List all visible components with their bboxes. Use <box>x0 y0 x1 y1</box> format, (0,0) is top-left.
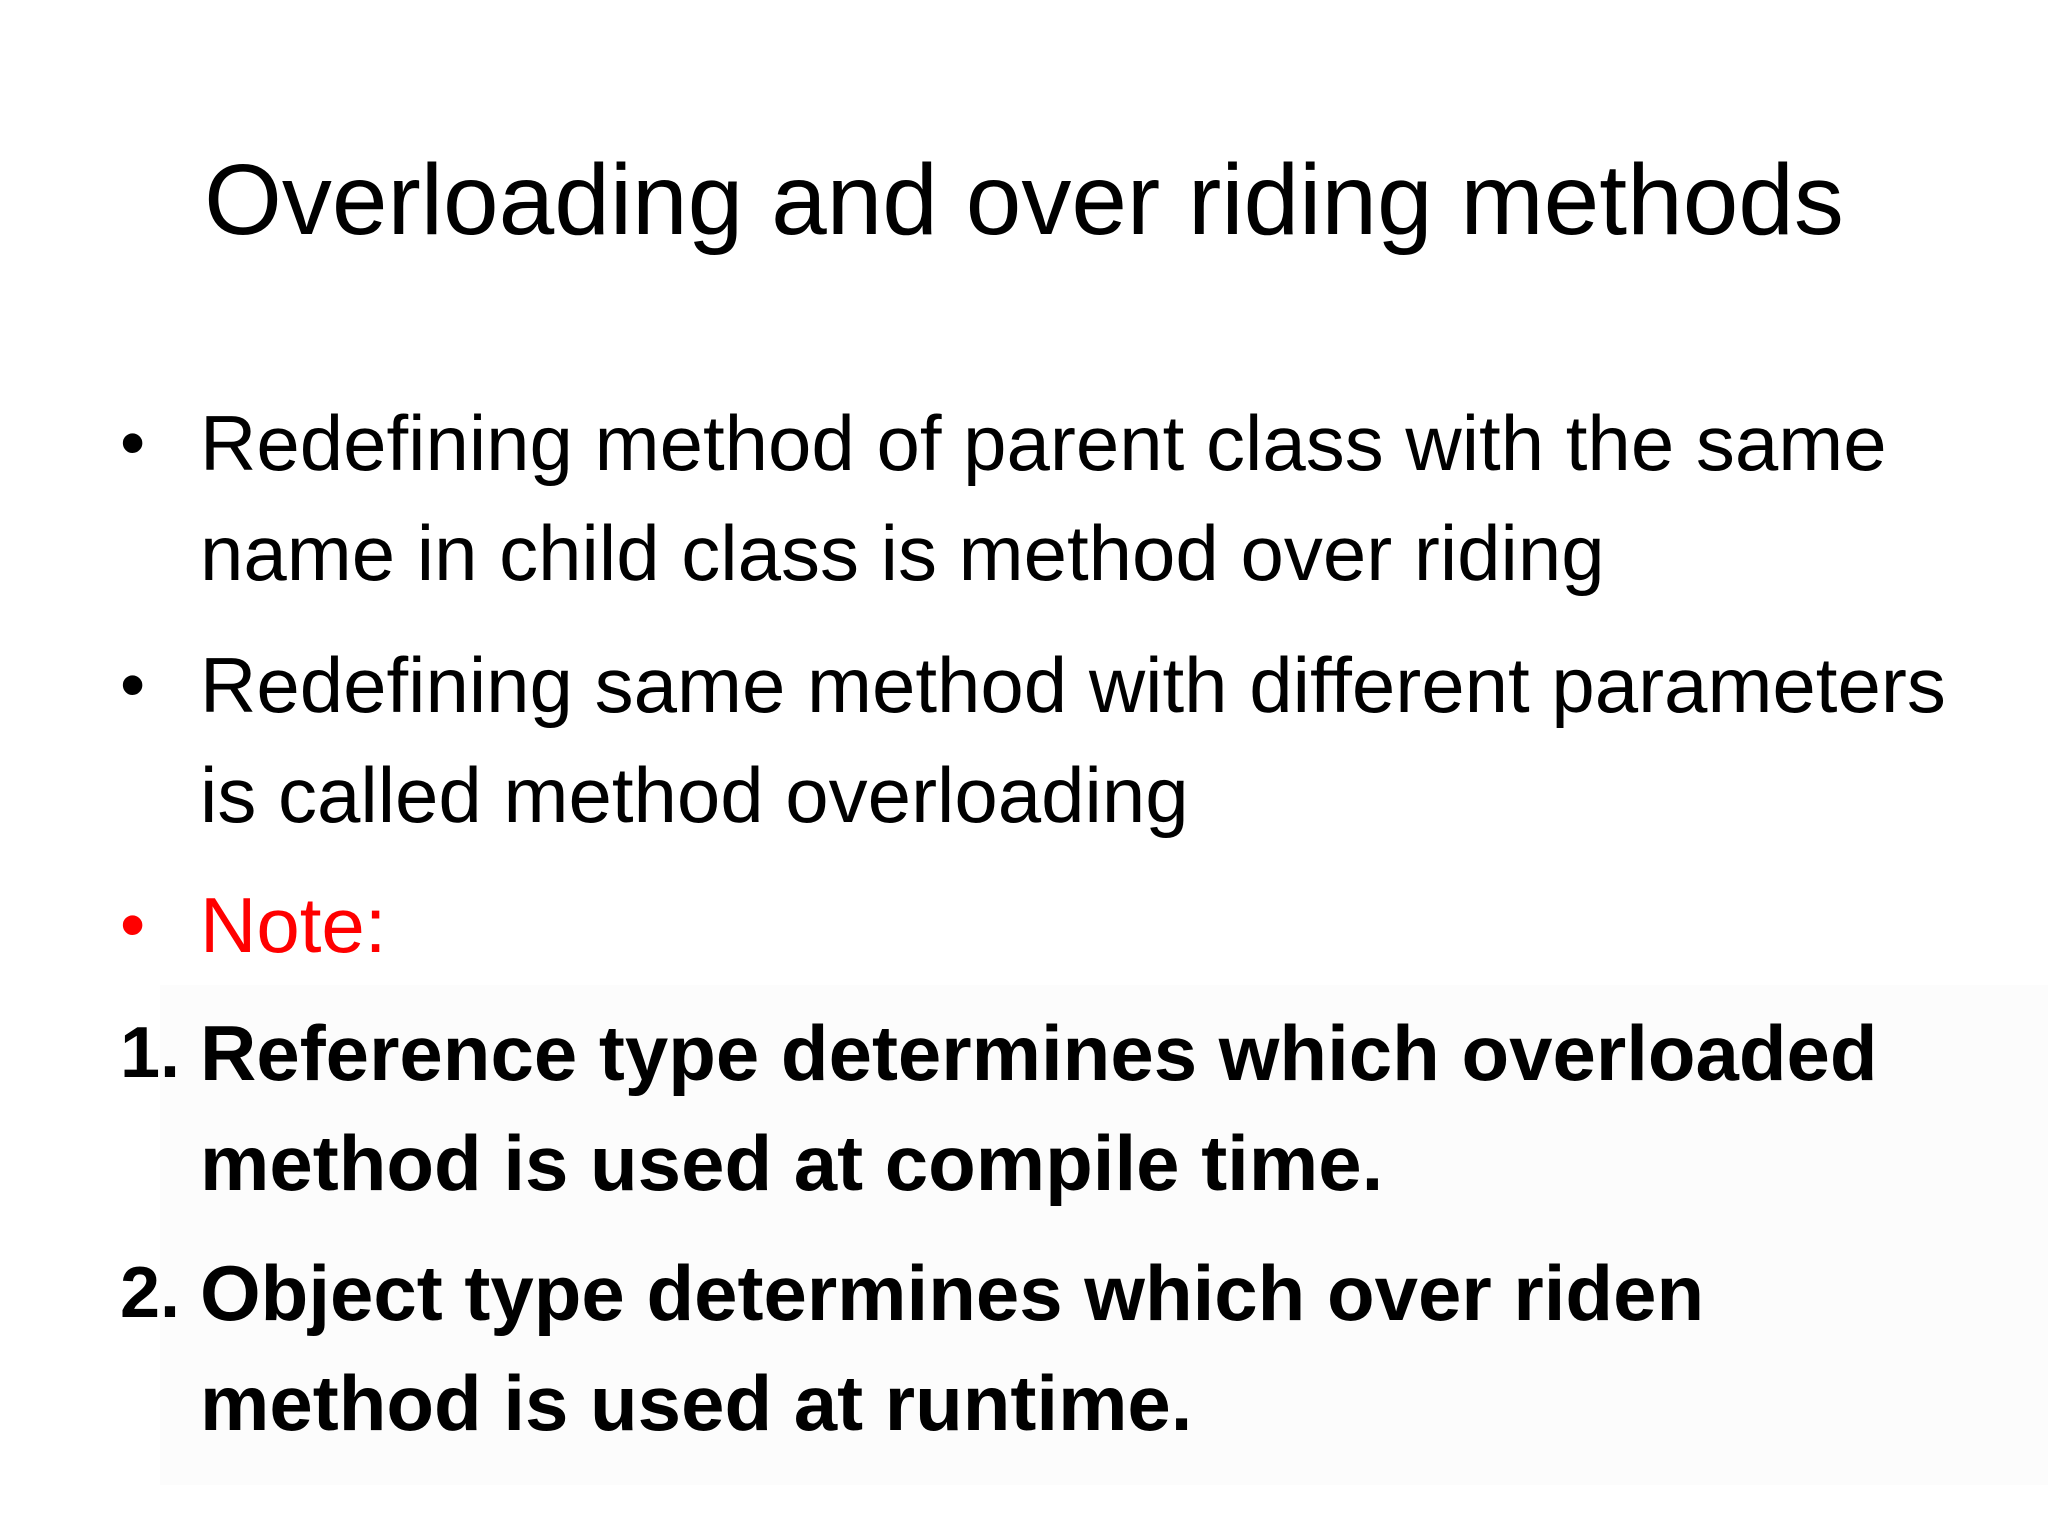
slide-title: Overloading and over riding methods <box>204 144 1844 256</box>
bullet-marker: • <box>120 645 146 725</box>
bullet-marker: • <box>120 403 146 483</box>
bullet-text: Redefining same method with different parameters is called method overloading <box>200 641 1946 839</box>
numbered-text: Reference type determines which overloaded method is used at compile time. <box>200 1009 1878 1207</box>
bullet-item-note <box>120 870 1960 980</box>
numbered-text: Object type determines which over riden method is used at runtime. <box>200 1249 1705 1447</box>
bullet-item-overriding <box>120 388 1960 608</box>
note-label: Note: <box>200 881 387 969</box>
numbered-item-object-type <box>120 1238 1960 1458</box>
numbered-item-reference-type <box>120 998 1960 1218</box>
number-marker: 1. <box>120 1013 181 1093</box>
bullet-item-overloading <box>120 630 1960 850</box>
bullet-marker: • <box>120 885 146 965</box>
number-marker: 2. <box>120 1253 181 1333</box>
bullet-text: Redefining method of parent class with the same name in child class is method over riding <box>200 399 1887 597</box>
